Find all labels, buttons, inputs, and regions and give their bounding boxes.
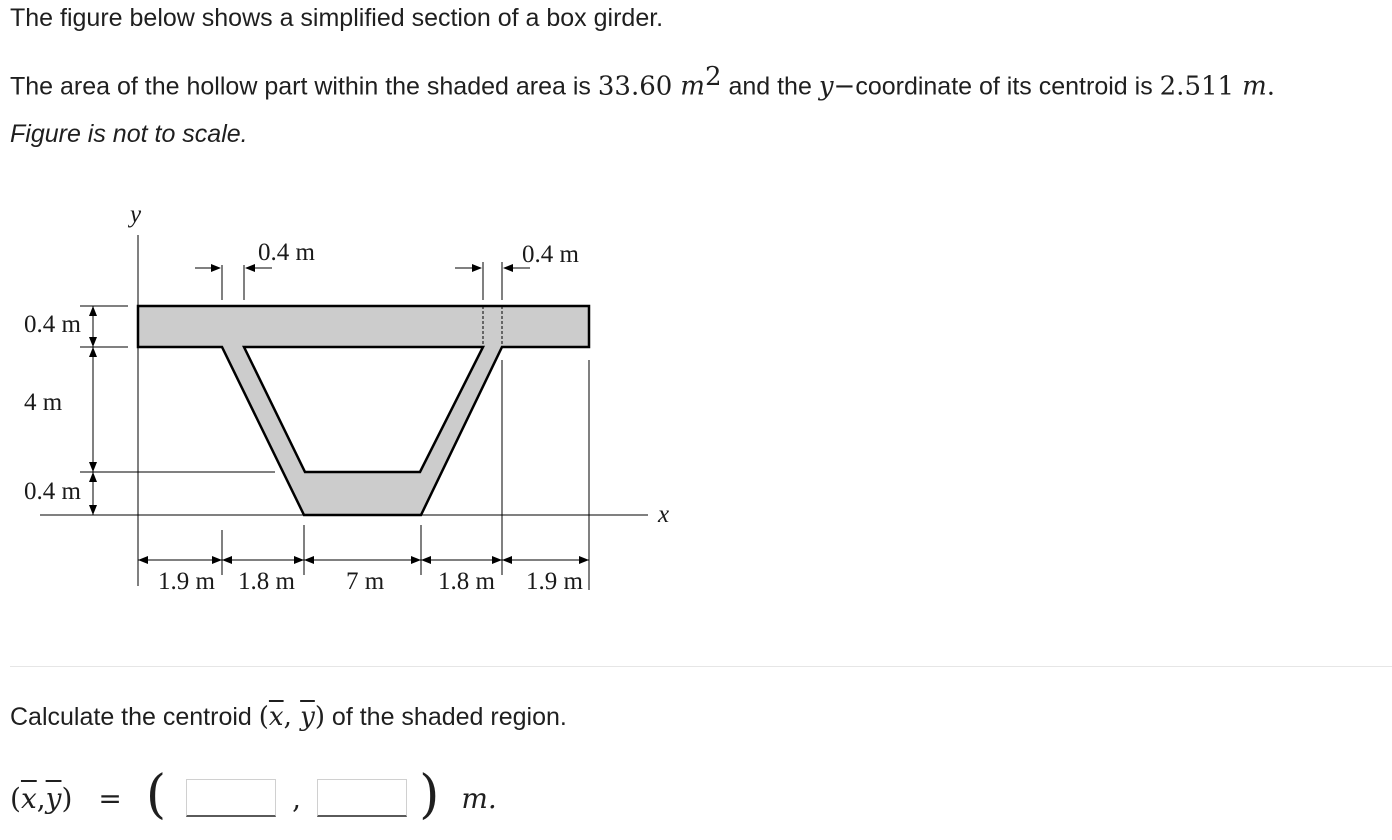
lhs-x-bar: $\overline{x}$ (20, 781, 37, 815)
arrowhead (138, 556, 148, 564)
comma: , (283, 702, 301, 732)
arrowhead (89, 347, 97, 357)
question-text (10, 702, 567, 732)
big-close-paren: ) (419, 765, 440, 825)
arrowhead (492, 556, 502, 564)
scale-note: Figure is not to scale. (10, 120, 248, 148)
coordinate-dash: − (833, 71, 856, 102)
area-statement (10, 62, 1275, 101)
girder-section (138, 306, 589, 515)
area-middle: and the (721, 72, 819, 101)
equals-sign: = (98, 781, 122, 815)
lhs-comma: , (36, 781, 46, 815)
section-divider (10, 666, 1392, 667)
arrowhead (294, 556, 304, 564)
x-bar-answer-input[interactable] (186, 779, 276, 817)
bottom-dim-label: 1.8 m (238, 568, 295, 595)
close-paren: ) (314, 702, 325, 732)
arrowhead (304, 556, 314, 564)
arrowhead (89, 306, 97, 316)
x-axis-label: x (658, 501, 670, 528)
area-middle2: coordinate of its centroid is (855, 72, 1160, 101)
arrowhead (579, 556, 589, 564)
question-suffix: of the shaded region. (324, 703, 567, 731)
bottom-dim-label: 7 m (346, 568, 385, 595)
answer-separator: , (292, 781, 302, 815)
lhs-open-paren: ( (10, 781, 21, 815)
lhs-y-bar: $\overline{y}$ (45, 781, 62, 815)
y-variable: y (818, 71, 834, 102)
arrowhead (502, 556, 512, 564)
y-bar: $\overline{y}$ (300, 702, 315, 732)
area-period: . (1266, 71, 1275, 102)
arrowhead (89, 505, 97, 515)
arrowhead (212, 556, 222, 564)
answer-row (10, 765, 497, 828)
box-girder-figure (0, 190, 700, 610)
open-paren: ( (258, 702, 269, 732)
bottom-dim-label: 1.9 m (158, 568, 215, 595)
arrowhead (421, 556, 431, 564)
intro-text: The figure below shows a simplified section of a box girder. (10, 4, 664, 32)
answer-unit: m. (461, 781, 497, 815)
centroid-value: 2.511 (1159, 71, 1235, 102)
question-prefix: Calculate the centroid (10, 703, 259, 731)
arrowhead (89, 472, 97, 482)
arrowhead (222, 556, 232, 564)
arrowhead (89, 337, 97, 347)
area-value: 33.60 (597, 71, 673, 102)
x-bar: $\overline{x}$ (268, 702, 284, 732)
bottom-dim-label: 1.8 m (438, 568, 495, 595)
top-web-dim-right: 0.4 m (522, 241, 579, 268)
top-web-dim-left: 0.4 m (258, 239, 315, 266)
bottom-thickness-label: 0.4 m (24, 478, 81, 505)
flange-thickness-label: 0.4 m (24, 311, 81, 338)
area-unit: m (680, 71, 705, 102)
web-height-label: 4 m (24, 389, 63, 416)
big-open-paren: ( (145, 765, 167, 825)
arrowhead (89, 462, 97, 472)
y-bar-answer-input[interactable] (317, 779, 407, 817)
centroid-unit: m (1242, 71, 1267, 102)
arrowhead (411, 556, 421, 564)
y-axis-label: y (130, 201, 142, 228)
area-prefix: The area of the hollow part within the shaded area is (10, 72, 598, 101)
area-exponent: 2 (704, 62, 722, 92)
lhs-close-paren: ) (61, 781, 73, 815)
bottom-dim-label: 1.9 m (526, 568, 583, 595)
